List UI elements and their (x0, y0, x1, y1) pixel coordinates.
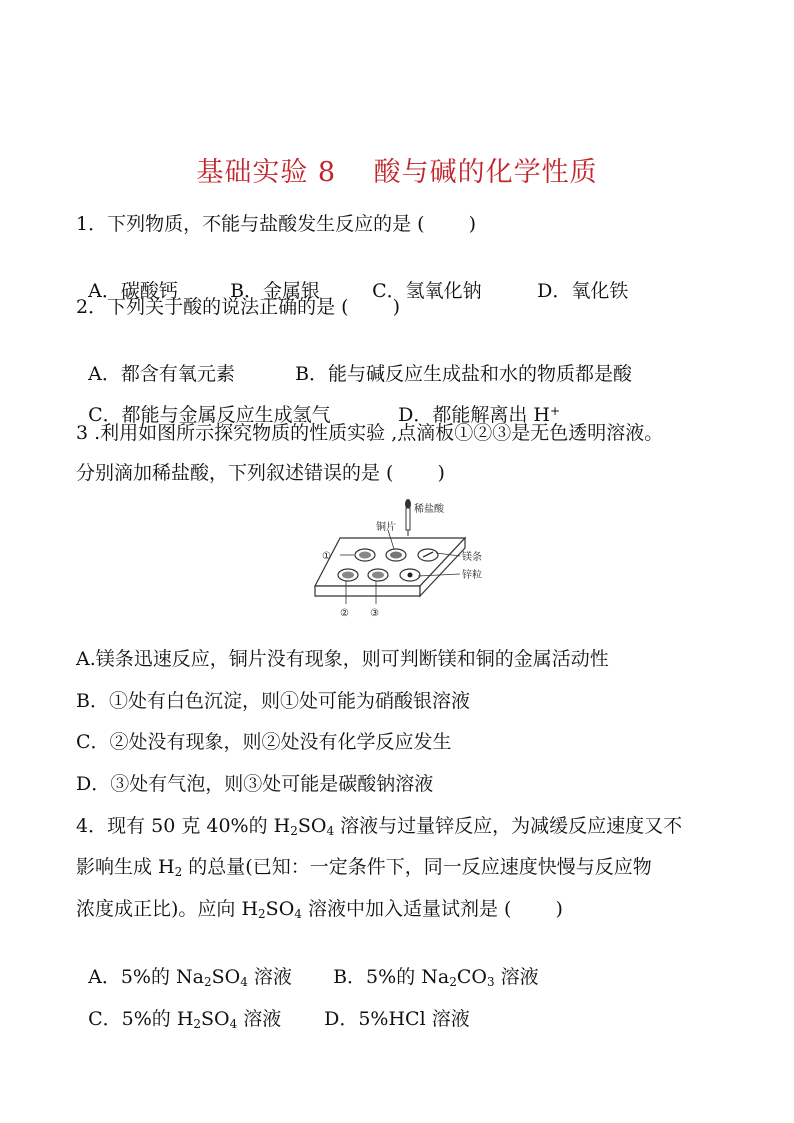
well-2-liquid (342, 572, 354, 579)
q1-option-d: D．氧化铁 (537, 280, 629, 302)
q2-option-d: D．都能解离出 H+ (398, 404, 560, 426)
q2-option-c: C．都能与金属反应生成氢气 (88, 404, 331, 426)
label-magnesium: 镁条 (462, 552, 482, 563)
q2-option-a: A．都含有氧元素 (88, 363, 235, 385)
label-well-3: ③ (370, 608, 379, 619)
spot-plate-figure (310, 496, 485, 620)
label-well-1: ① (322, 551, 331, 562)
q3-option-d: D．③处有气泡，则③处可能是碳酸钠溶液 (76, 773, 434, 795)
well-3-liquid (372, 572, 384, 579)
q3-option-b: B．①处有白色沉淀，则①处可能为硝酸银溶液 (76, 690, 470, 712)
q4-option-d: D．5%HCl 溶液 (324, 1008, 470, 1030)
q3-stem-line1: 3 .利用如图所示探究物质的性质实验 ,点滴板①②③是无色透明溶液。 (76, 422, 664, 444)
q4-stem-line2: 影响生成 $H_2$ 的总量(已知：一定条件下，同一反应速度快慢与反应物 (76, 856, 652, 879)
q1-option-c: C．氢氧化钠 (372, 280, 482, 302)
label-zinc: 锌粒 (462, 570, 482, 581)
label-well-2: ② (340, 608, 349, 619)
q2-stem: 2．下列关于酸的说法正确的是 ( ) (76, 296, 400, 318)
q3-stem-line2: 分别滴加稀盐酸，下列叙述错误的是 ( ) (76, 462, 445, 484)
zinc-granule (408, 573, 413, 578)
q2-option-b: B．能与碱反应生成盐和水的物质都是酸 (295, 363, 633, 385)
spot-plate-front (315, 586, 420, 596)
q4-option-c: C．5%的 $H_2SO_4$ 溶液 (88, 1008, 282, 1031)
q3-option-a: A.镁条迅速反应，铜片没有现象，则可判断镁和铜的金属活动性 (76, 648, 609, 670)
q1-option-b: B．金属银 (230, 280, 321, 302)
q4-options-row2 (76, 980, 470, 1032)
q4-stem-line3: 浓度成正比)。应向 $H_2SO_4$ 溶液中加入适量试剂是 ( ) (76, 898, 563, 921)
page-title: 基础实验 8 酸与碱的化学性质 (196, 157, 598, 188)
q4-stem-line1: 4．现有 50 克 40%的 $H_2SO_4$ 溶液与过量锌反应，为减缓反应速度又不 (76, 815, 683, 838)
q1-stem: 1．下列物质，不能与盐酸发生反应的是 ( ) (76, 213, 476, 235)
q4-option-b: B．5%的 $Na_2CO_3$ 溶液 (333, 966, 539, 989)
dropper-icon (405, 499, 411, 536)
copper-piece (390, 552, 402, 559)
q3-option-c: C．②处没有现象，则②处没有化学反应发生 (76, 731, 452, 753)
label-copper: 铜片 (376, 522, 396, 533)
well-1-liquid (359, 552, 371, 559)
q4-option-a: A．5%的 $Na_2SO_4$ 溶液 (88, 966, 292, 989)
label-acid: 稀盐酸 (414, 504, 444, 515)
q1-option-a: A．碳酸钙 (88, 280, 178, 302)
